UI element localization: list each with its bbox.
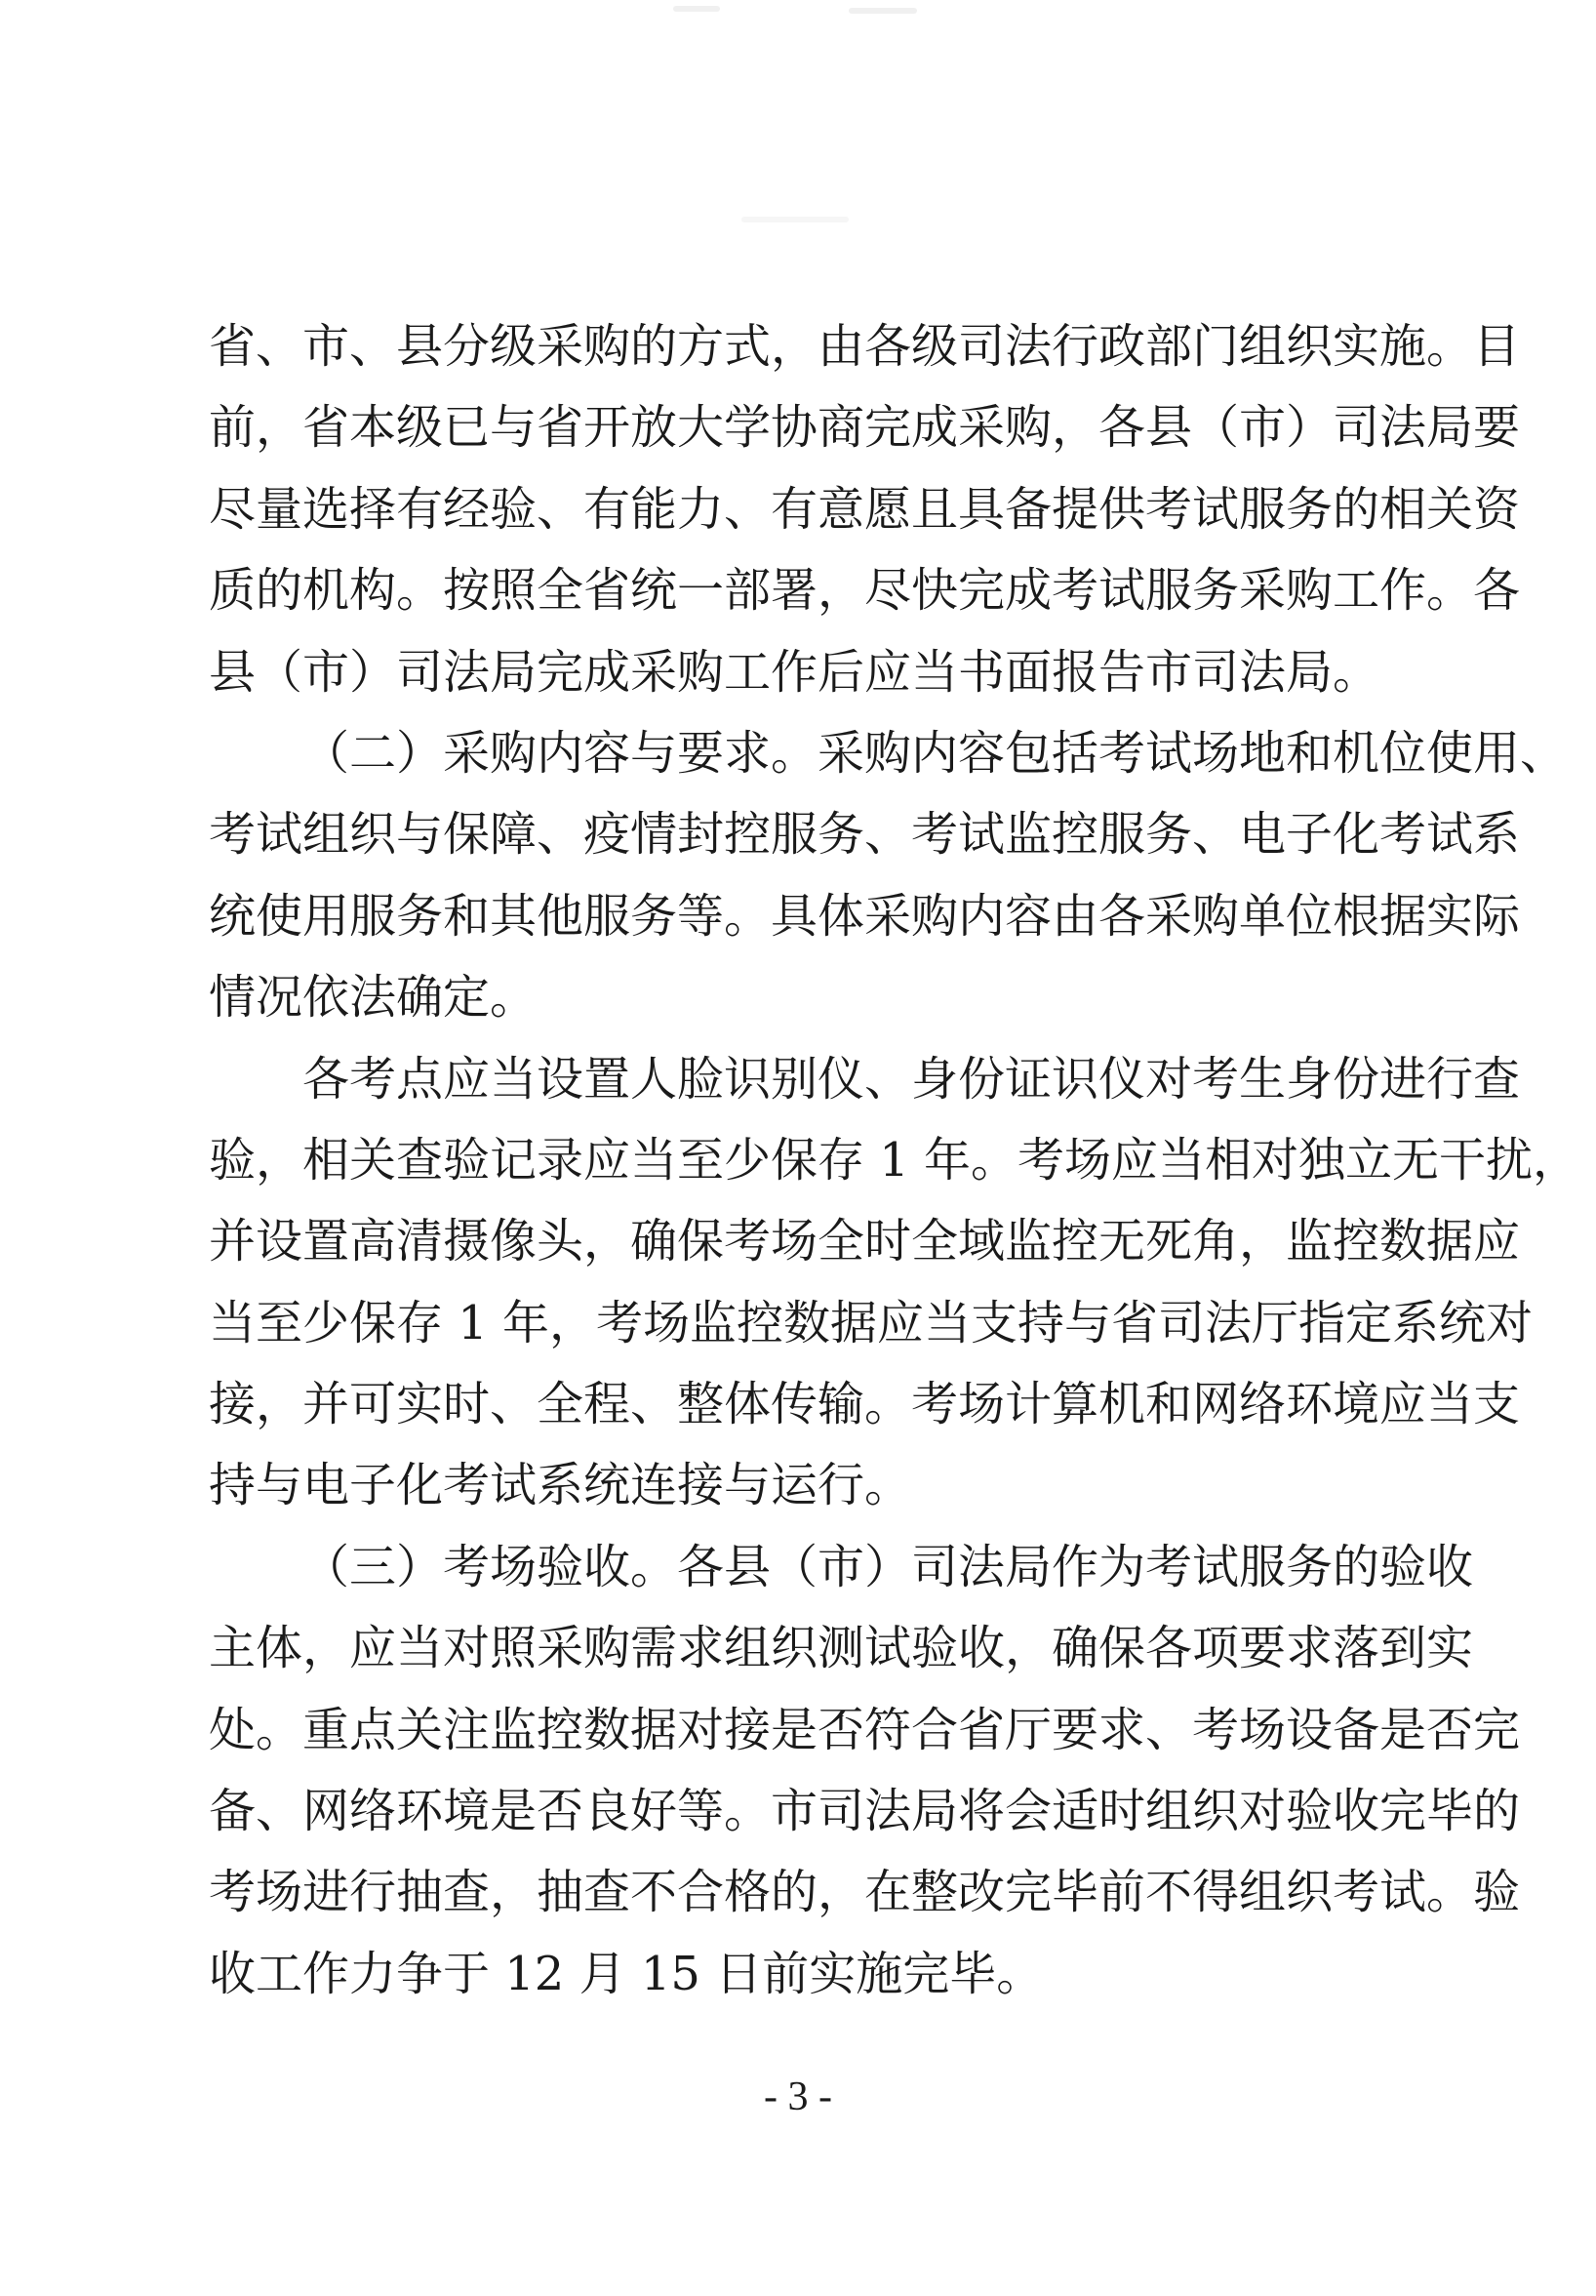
scan-artifact	[741, 217, 849, 222]
text-line: 前，省本级已与省开放大学协商完成采购，各县（市）司法局要	[209, 400, 1521, 456]
text-line: 接，并可实时、全程、整体传输。考场计算机和网络环境应当支	[209, 1377, 1521, 1432]
text-line: 质的机构。按照全省统一部署，尽快完成考试服务采购工作。各	[209, 563, 1521, 619]
text-line: 尽量选择有经验、有能力、有意愿且具备提供考试服务的相关资	[209, 481, 1521, 537]
text-line: 验，相关查验记录应当至少保存 1 年。考场应当相对独立无干扰，	[209, 1132, 1580, 1188]
text-line: 各考点应当设置人脸识别仪、身份证识仪对考生身份进行查	[302, 1051, 1521, 1107]
text-line: 备、网络环境是否良好等。市司法局将会适时组织对验收完毕的	[209, 1784, 1521, 1839]
text-line: 县（市）司法局完成采购工作后应当书面报告市司法局。	[209, 644, 1380, 700]
page-number: - 3 -	[764, 2074, 832, 2119]
text-line: 统使用服务和其他服务等。具体采购内容由各采购单位根据实际	[209, 888, 1521, 944]
text-line: 情况依法确定。	[209, 970, 538, 1026]
scan-artifact	[673, 6, 720, 12]
text-line: 考场进行抽查，抽查不合格的，在整改完毕前不得组织考试。验	[209, 1865, 1521, 1920]
text-line: 省、市、县分级采购的方式，由各级司法行政部门组织实施。目	[209, 319, 1521, 374]
text-line: 持与电子化考试系统连接与运行。	[209, 1458, 912, 1513]
text-line: 收工作力争于 12 月 15 日前实施完毕。	[209, 1946, 1044, 2001]
scan-artifact	[849, 8, 917, 14]
body-text	[209, 306, 1580, 2015]
text-line: 处。重点关注监控数据对接是否符合省厅要求、考场设备是否完	[209, 1702, 1521, 1757]
text-line: 并设置高清摄像头，确保考场全时全域监控无死角，监控数据应	[209, 1214, 1521, 1269]
text-line: （二）采购内容与要求。采购内容包括考试场地和机位使用、	[302, 725, 1568, 781]
text-line: 当至少保存 1 年，考场监控数据应当支持与省司法厅指定系统对	[209, 1295, 1534, 1350]
text-line: 考试组织与保障、疫情封控服务、考试监控服务、电子化考试系	[209, 807, 1521, 863]
text-line: （三）考场验收。各县（市）司法局作为考试服务的验收	[302, 1539, 1474, 1594]
text-line: 主体，应当对照采购需求组织测试验收，确保各项要求落到实	[209, 1621, 1474, 1676]
